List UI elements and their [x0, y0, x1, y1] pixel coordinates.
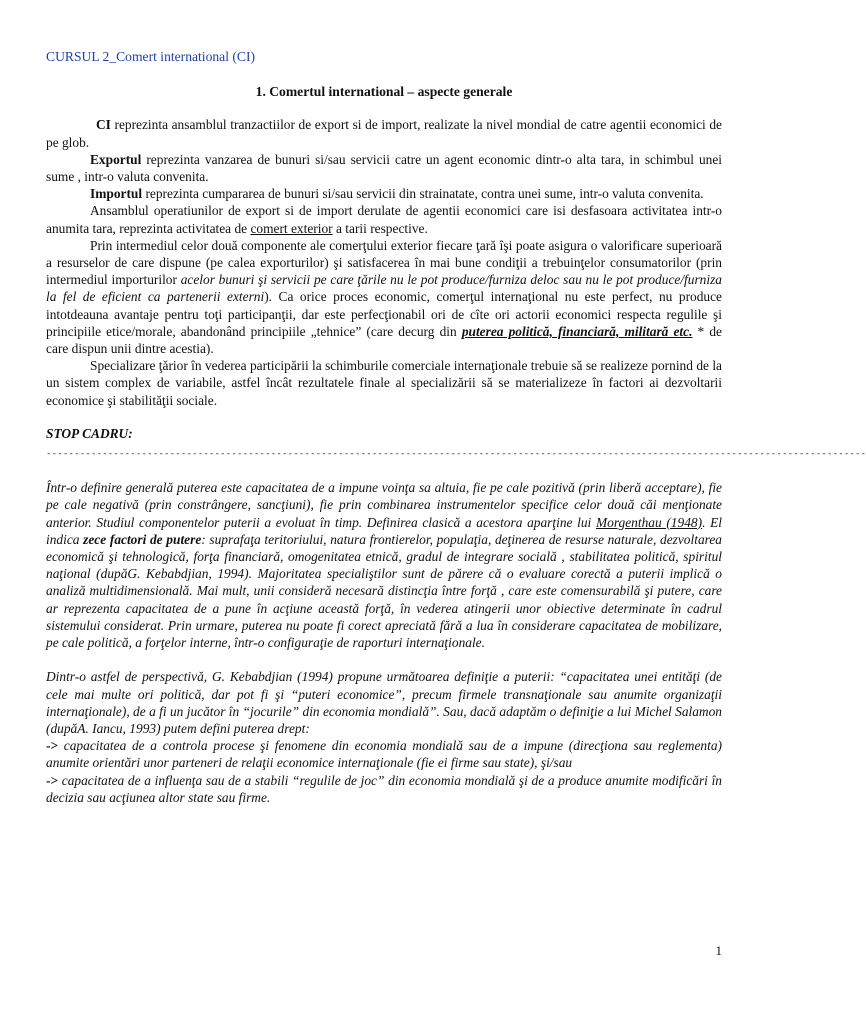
power-definition-section — [46, 479, 722, 806]
paragraph-definire-putere — [46, 479, 722, 651]
componente-text-3: * de care dispun unii dintre acestia). — [46, 323, 723, 357]
term-export: Exportul — [90, 151, 142, 167]
bullet-control-procese — [46, 738, 722, 770]
bullet-influenta-reguli — [46, 773, 722, 805]
dashed-separator: -------------------------------------------------------------------------------------------------------------------------------------------------- — [46, 449, 866, 460]
definire-text-a: Într-o definire generală puterea este capacitatea de a impune voinţa sa altuia, fie pe cale pozitivă (prin liberă acceptare), fie pe cale negativă (prin constrângere, sancţiuni), fie prin combinarea instrumentelor specifice celor două căi menţionate anterior. Studiul componentelor puterii a evoluat în timp. Definirea clasică a acestora aparţine lui — [46, 480, 722, 530]
arrow-icon: -> — [46, 772, 59, 788]
arrow-icon: -> — [46, 738, 59, 754]
ci-definition-text: reprezinta ansamblul tranzactiilor de export si de import, realizate la nivel mondial de catre agentii economici de pe glob. — [46, 117, 722, 150]
section-heading: 1. Comertul international – aspecte generale — [255, 84, 513, 100]
bullet-1-text: capacitatea de a controla procese şi fenomene din economia mondială sau de a impune (direcţiona sau reglementa) anumite orientări unor parteneri de relaţii economice internaţionale (fie ei firme sau state), şi/sau — [46, 738, 722, 771]
paragraph-componente-comert — [46, 237, 722, 357]
definire-text-b: . El indica — [46, 514, 722, 547]
bullet-2-text: capacitatea de a influenţa sau de a stabili “regulile de joc” din economia mondială şi de a produce anumite modificări în decizia sau acţiunea altor state sau firme. — [46, 772, 722, 805]
import-definition-text: reprezinta cumpararea de bunuri si/sau servicii din strainatate, contra unei sume, intr-o valuta convenita. — [142, 186, 704, 202]
putere-politica-term: puterea politică, financiară, militară etc. — [461, 323, 693, 339]
paragraph-import-definition — [46, 185, 722, 202]
componente-text-2: ). Ca orice proces economic, comerţul internaţional nu este perfect, nu produce intotdeauna avantaje pentru toţi participanţii, dar este perfecţionabil ori de cîte ori actorii economici respecta regulile şi principiile etice/morale, abandonând principiile „tehnice” (care decurg din — [46, 289, 722, 339]
zece-factori-term: zece factori de putere — [83, 531, 202, 547]
term-ci: CI — [96, 117, 111, 133]
specializare-text: Specializare ţărior în vederea participării la schimburile comerciale internaţionale trebuie să se realizeze pornind de la un sistem complex de variabile, astfel încât rezultatele finale al specializării să se materializeze în factori ai dezvoltarii economice şi stabilităţii sociale. — [46, 358, 722, 408]
paragraph-ci-definition — [46, 116, 722, 150]
componente-text-1: Prin intermediul celor două componente ale comerţului exterior fiecare ţară îşi poate asigura o valorificare superioară a resurselor de care dispune (pe calea exporturilor) şi satisfacerea în mai bune condiţii a trebuinţelor consumatorilor (prin intermediul importurilor — [46, 237, 722, 288]
export-definition-text: reprezinta vanzarea de bunuri si/sau servicii catre un agent economic dintr-o alta tara, in schimbul unei sume , intr-o valuta convenita. — [46, 151, 722, 185]
stop-cadru-label: STOP CADRU: — [46, 425, 133, 441]
kebabdjian-text: Dintr-o astfel de perspectivă, G. Kebabdjian (1994) propune următoarea definiţie a puterii: “capacitatea unei entităţi (de cele mai multe ori politică, dar pot fi şi “puteri economice”, precum firmele transnaţionale sau anumite organizaţii internaţionale), de a fi un jucător în “jocurile” din economia mondială”. Sau, dacă adaptăm o definiţie a lui Michel Salamon (dupăA. Iancu, 1993) putem defini puterea drept: — [46, 669, 722, 736]
paragraph-specializare — [46, 357, 722, 409]
componente-italic-text: acelor bunuri şi servicii pe care ţările nu le pot produce/furniza deloc sau nu le pot produce/furniza la fel de eficient ca partenerii externi — [46, 272, 722, 305]
comert-exterior-term: comert exterior — [250, 220, 333, 236]
page-number: 1 — [715, 943, 722, 958]
morgenthau-reference: Morgenthau (1948) — [595, 514, 703, 530]
definire-text-c: : suprafaţa teritoriului, natura frontierelor, populaţia, deţinerea de resurse naturale, dezvoltarea economică şi tehnologică, forţa financiară, omogenitatea etnică, gradul de integrare socială , stabilitatea politică, spiritul naţional (dupăG. Kebabdjian, 1994). Majoritatea specialiştilor sunt de părere că o evaluare corectă a puterii implică o analiză multidimensională. Mai mult, unii consideră necesară distincţia între forţă , care este comensurabilă şi putere, care ar reprezenta capacitatea de a pune în acţiune această forţă, în vederea atingerii unor obiective determinate în cadrul sistemului considerat. Prin urmare, puterea nu poate fi corect apreciată fără a lua în considerare capacitatea de mobilizare, pe cale politică, a forţelor interne, într-o configuraţie de raporturi internaţionale. — [46, 531, 722, 651]
paragraph-export-definition — [46, 151, 722, 185]
paragraph-kebabdjian — [46, 668, 722, 806]
ansamblul-end-text: a tarii respective. — [332, 220, 428, 236]
ansamblul-text: Ansamblul operatiunilor de export si de import derulate de agentii economici care isi desfasoara activitatea intr-o anumita tara, reprezinta activitatea de — [46, 203, 722, 236]
term-import: Importul — [90, 186, 143, 202]
course-title: CURSUL 2_Comert international (CI) — [46, 49, 256, 64]
paragraph-comert-exterior — [46, 202, 722, 236]
